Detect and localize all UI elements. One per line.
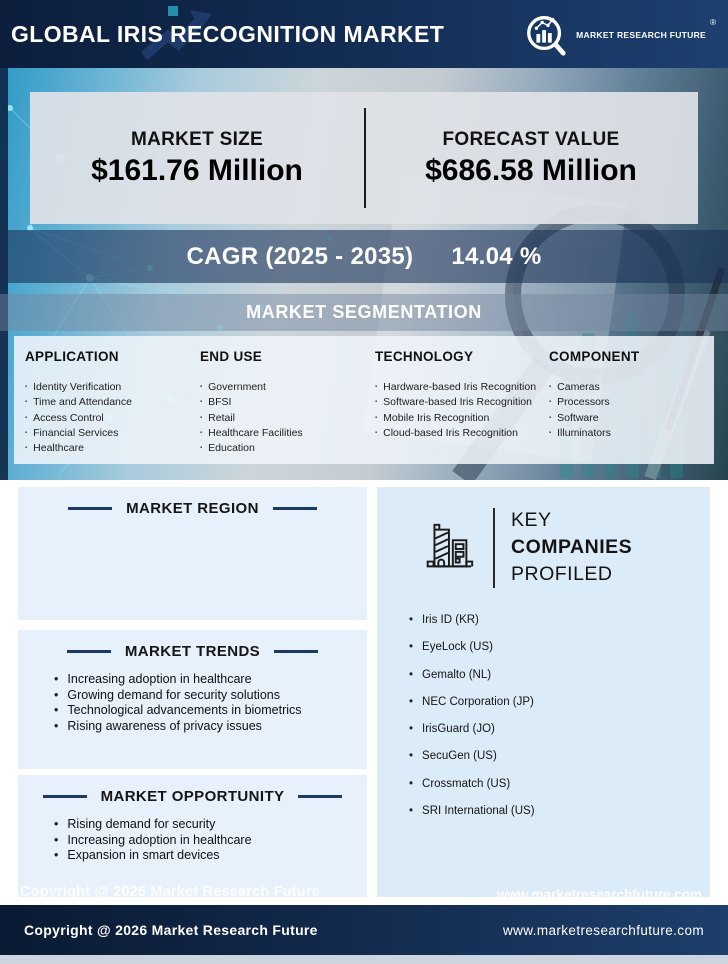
list-item: ▪ Financial Services: [25, 426, 200, 441]
list-item: ▪ Cloud-based Iris Recognition: [375, 426, 549, 441]
segmentation-list: [549, 380, 714, 441]
stats-panel: [30, 92, 698, 224]
companies-list: [409, 614, 710, 817]
company-item: • IrisGuard (JO): [409, 723, 710, 735]
list-item: ▪ Hardware-based Iris Recognition: [375, 380, 549, 395]
cagr-band: [0, 230, 728, 283]
trend-item: • Rising awareness of privacy issues: [54, 719, 367, 735]
heading-rule-right: [273, 507, 317, 510]
forecast-value-value: $686.58 Million: [425, 153, 637, 187]
list-item: ▪ Mobile Iris Recognition: [375, 411, 549, 426]
list-item: ▪ Illuminators: [549, 426, 714, 441]
footer-copyright: Copyright @ 2026 Market Research Future: [24, 922, 318, 938]
watermark-copyright: Copyright @ 2025 Market Research Future: [20, 884, 320, 900]
forecast-value-block: [364, 92, 698, 224]
company-item: • NEC Corporation (JP): [409, 696, 710, 708]
market-opportunity-list: [54, 817, 367, 864]
market-region-box: [18, 487, 367, 620]
company-item: • EyeLock (US): [409, 641, 710, 653]
column-heading: END USE: [200, 349, 263, 364]
opportunity-item: • Rising demand for security: [54, 817, 367, 833]
segmentation-column-technology: [375, 349, 549, 464]
company-item: • Gemalto (NL): [409, 669, 710, 681]
market-opportunity-title: MARKET OPPORTUNITY: [100, 788, 285, 805]
list-item: ▪ Access Control: [25, 411, 200, 426]
brand-logo: [523, 11, 714, 57]
market-trends-box: [18, 630, 367, 769]
company-item: • Iris ID (KR): [409, 614, 710, 626]
building-icon: [419, 519, 477, 577]
header-divider: [493, 508, 495, 588]
watermark-website: www.marketresearchfuture.com: [496, 887, 702, 902]
header-bar: [0, 0, 728, 68]
title-line-key: KEY: [511, 509, 552, 531]
market-size-value: $161.76 Million: [91, 153, 303, 187]
segmentation-list: [25, 380, 200, 456]
title-line-companies: COMPANIES: [511, 536, 633, 558]
segmentation-column-end-use: [200, 349, 375, 464]
trend-item: • Growing demand for security solutions: [54, 688, 367, 704]
column-heading: COMPONENT: [549, 349, 640, 364]
segmentation-panel: [14, 336, 714, 464]
bottom-strip: [0, 955, 728, 964]
market-size-label: MARKET SIZE: [130, 128, 264, 150]
list-item: ▪ Processors: [549, 395, 714, 410]
segmentation-list: [375, 380, 549, 441]
list-item: ▪ BFSI: [200, 395, 375, 410]
market-trends-list: [54, 672, 367, 734]
key-companies-box: [377, 487, 710, 897]
brand-name: MARKET RESEARCH FUTURE: [576, 30, 706, 40]
segmentation-list: [200, 380, 375, 456]
cagr-label: CAGR (2025 - 2035): [186, 242, 414, 270]
market-opportunity-box: [18, 775, 367, 897]
segmentation-title: MARKET SEGMENTATION: [246, 302, 482, 322]
opportunity-item: • Increasing adoption in healthcare: [54, 833, 367, 849]
company-item: • Crossmatch (US): [409, 778, 710, 790]
heading-rule-left: [43, 795, 87, 798]
market-opportunity-heading: [18, 775, 367, 805]
market-trends-title: MARKET TRENDS: [124, 643, 261, 660]
key-companies-title: [511, 507, 632, 588]
list-item: ▪ Healthcare: [25, 441, 200, 456]
segmentation-column-application: [25, 349, 200, 464]
segmentation-title-band: [0, 294, 728, 331]
list-item: ▪ Retail: [200, 411, 375, 426]
company-item: • SecuGen (US): [409, 750, 710, 762]
hero-section: [0, 68, 728, 480]
segmentation-column-component: [549, 349, 714, 464]
trend-item: • Technological advancements in biometrics: [54, 703, 367, 719]
footer-bar: [0, 905, 728, 955]
list-item: ▪ Healthcare Facilities: [200, 426, 375, 441]
heading-rule-right: [274, 650, 318, 653]
list-item: ▪ Government: [200, 380, 375, 395]
trend-item: • Increasing adoption in healthcare: [54, 672, 367, 688]
market-region-heading: [18, 487, 367, 517]
page-title: GLOBAL IRIS RECOGNITION MARKET: [11, 20, 445, 47]
market-trends-heading: [18, 630, 367, 660]
market-region-title: MARKET REGION: [126, 500, 259, 517]
footer-website-link[interactable]: www.marketresearchfuture.com: [502, 922, 704, 938]
heading-rule-left: [68, 507, 112, 510]
column-heading: TECHNOLOGY: [375, 349, 474, 364]
list-item: ▪ Time and Attendance: [25, 395, 200, 410]
list-item: ▪ Education: [200, 441, 375, 456]
list-item: ▪ Software-based Iris Recognition: [375, 395, 549, 410]
heading-rule-right: [298, 795, 342, 798]
heading-rule-left: [67, 650, 111, 653]
list-item: ▪ Cameras: [549, 380, 714, 395]
list-item: ▪ Software: [549, 411, 714, 426]
forecast-value-label: FORECAST VALUE: [442, 128, 620, 150]
stats-divider: [364, 108, 366, 208]
market-size-block: [30, 92, 364, 224]
opportunity-item: • Expansion in smart devices: [54, 848, 367, 864]
company-item: • SRI International (US): [409, 805, 710, 817]
title-line-profiled: PROFILED: [511, 563, 613, 585]
registered-trademark: ®: [710, 18, 716, 27]
key-companies-header: [419, 507, 710, 588]
column-heading: APPLICATION: [25, 349, 119, 364]
mrf-logo-icon: [523, 11, 569, 57]
cagr-value: 14.04 %: [451, 242, 542, 270]
list-item: ▪ Identity Verification: [25, 380, 200, 395]
